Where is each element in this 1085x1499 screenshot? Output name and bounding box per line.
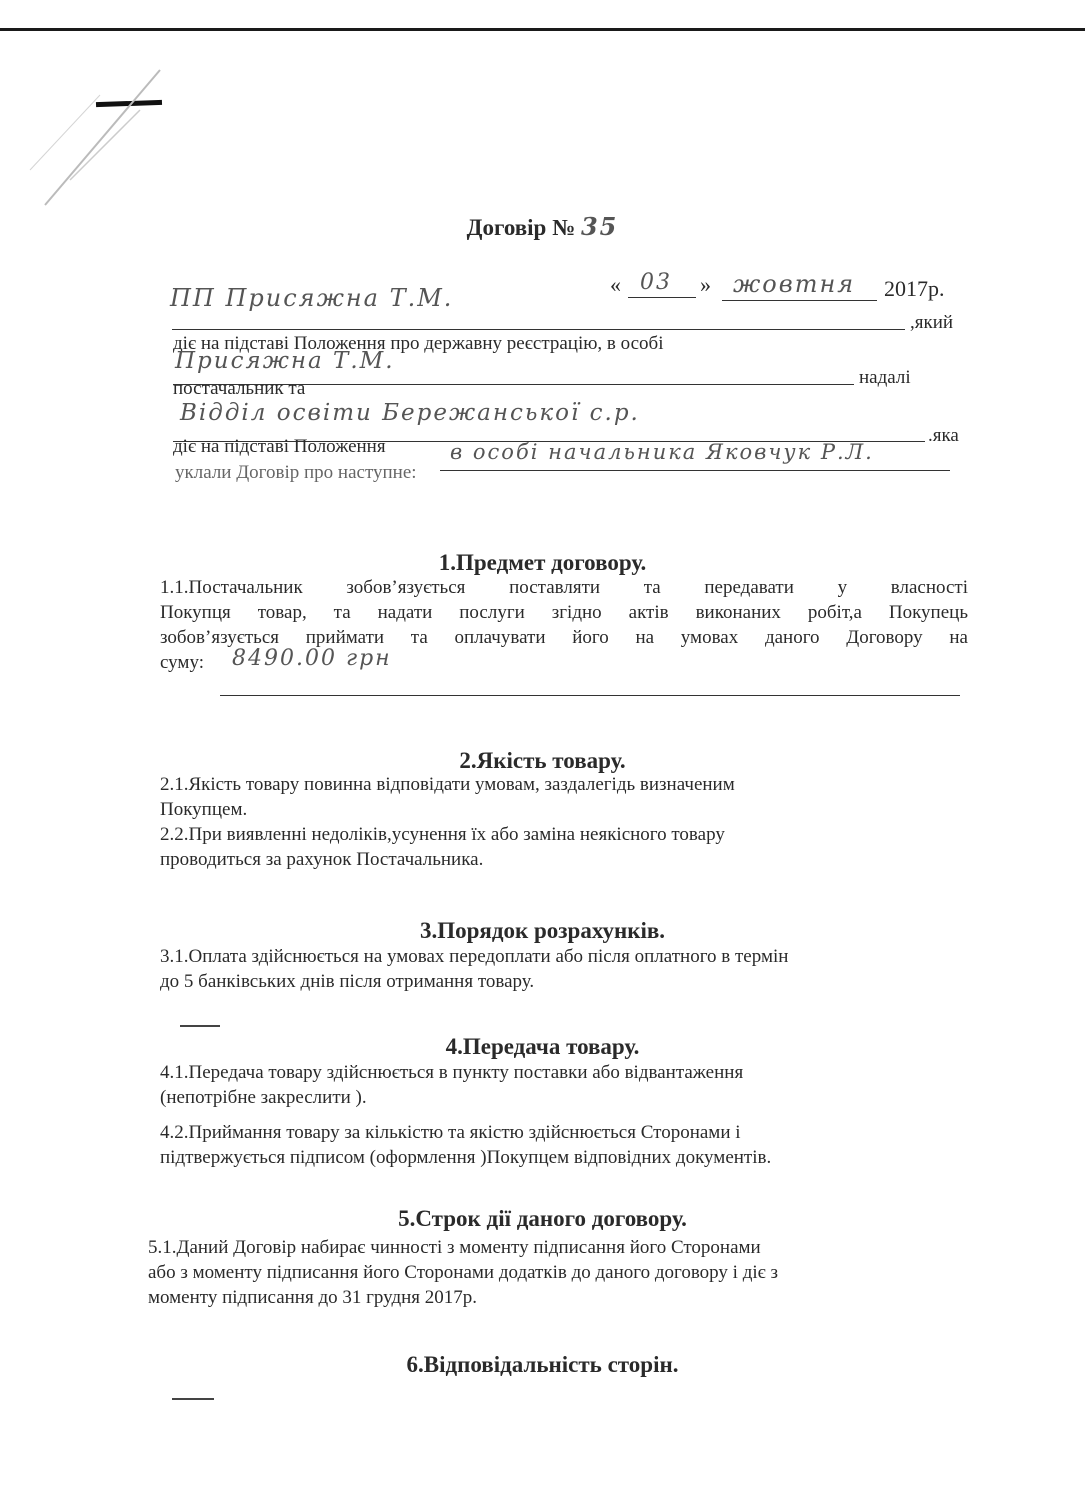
section-1-heading: 1.Предмет договору. — [438, 550, 647, 575]
date-month-line — [722, 300, 877, 301]
section-5-line-1: 5.1.Даний Договір набирає чинності з моменту підписання його Сторонами — [148, 1237, 761, 1258]
buyer-rep-line — [440, 470, 950, 471]
line6-text: діє на підставі Положення — [173, 436, 386, 457]
section-2-line-1: 2.1.Якість товару повинна відповідати умовам, заздалегідь визначеним — [160, 774, 735, 795]
buyer-rep-handwritten: в особі начальника Яковчук Р.Л. — [450, 440, 874, 464]
contract-title — [0, 212, 1085, 241]
line4-text: постачальник та — [173, 378, 306, 399]
amount-line — [220, 695, 960, 696]
supplier-rep-handwritten: Присяжна Т.М. — [175, 348, 395, 374]
supplier-name-line — [172, 329, 905, 330]
section-3-line-1: 3.1.Оплата здійснюється на умовах передоплати або після оплатного в термін — [160, 946, 789, 967]
section-4-line-1: 4.1.Передача товару здійснюється в пункту поставки або відвантаження — [160, 1062, 744, 1083]
section-3-line-2: до 5 банківських днів після отримання товару. — [160, 971, 535, 992]
supplier-name-handwritten: ПП Присяжна Т.М. — [170, 284, 454, 312]
section-4-heading: 4.Передача товару. — [445, 1034, 640, 1059]
line7-text: уклали Договір про наступне: — [175, 462, 417, 483]
section-3-heading: 3.Порядок розрахунків. — [419, 918, 666, 943]
section-1-line-2: Покупця товар, та надати послуги згідно актів виконаних робіт,а Покупець — [160, 602, 968, 623]
date-close-quote: » — [700, 272, 711, 297]
line1-suffix: ,який — [910, 312, 954, 333]
date-month-handwritten: жовтня — [733, 270, 856, 298]
line2-text: діє на підставі Положення про державну реєстрацію, в особі — [173, 333, 664, 354]
section-2-line-2: Покупцем. — [160, 799, 248, 820]
section-2-line-4: проводиться за рахунок Постачальника. — [160, 849, 484, 870]
line3-suffix: надалі — [859, 367, 911, 388]
date-day-handwritten: 03 — [640, 270, 672, 295]
contract-number-handwritten: 35 — [580, 212, 619, 241]
section-2-heading: 2.Якість товару. — [459, 748, 626, 773]
section-5-line-3: моменту підписання до 31 грудня 2017р. — [148, 1287, 478, 1308]
line5-suffix: .яка — [928, 425, 959, 446]
section-4-line-2: (непотрібне закреслити ). — [160, 1087, 367, 1108]
section-1-line-1: 1.1.Постачальник зобов’язується поставляти та передавати у власності — [160, 577, 968, 598]
scan-mark — [172, 1398, 214, 1400]
title-text: Договір № — [466, 215, 576, 240]
scan-streaks — [0, 0, 1085, 300]
scan-mark — [180, 1025, 220, 1027]
section-1-sum-label: суму: — [160, 652, 204, 673]
date-open-quote: « — [610, 272, 621, 297]
section-4-line-4: підтвержується підписом (оформлення )Покупцем відповідних документів. — [160, 1147, 772, 1168]
section-5-line-2: або з моменту підписання його Сторонами додатків до даного договору і діє з — [148, 1262, 779, 1283]
date-day-line — [628, 297, 696, 298]
section-4-line-3: 4.2.Приймання товару за кількістю та якістю здійснюється Сторонами і — [160, 1122, 741, 1143]
date-year: 2017р. — [884, 276, 945, 301]
amount-handwritten: 8490.00 грн — [232, 646, 392, 671]
section-5-heading: 5.Строк дії даного договору. — [398, 1206, 687, 1231]
section-2-line-3: 2.2.При виявленні недоліків,усунення їх або заміна неякісного товару — [160, 824, 725, 845]
section-6-heading: 6.Відповідальність сторін. — [406, 1352, 679, 1377]
section-1-line-3: зобов’язується приймати та оплачувати його на умовах даного Договору на — [160, 627, 968, 648]
buyer-name-handwritten: Відділ освіти Бережанської с.р. — [180, 400, 640, 426]
